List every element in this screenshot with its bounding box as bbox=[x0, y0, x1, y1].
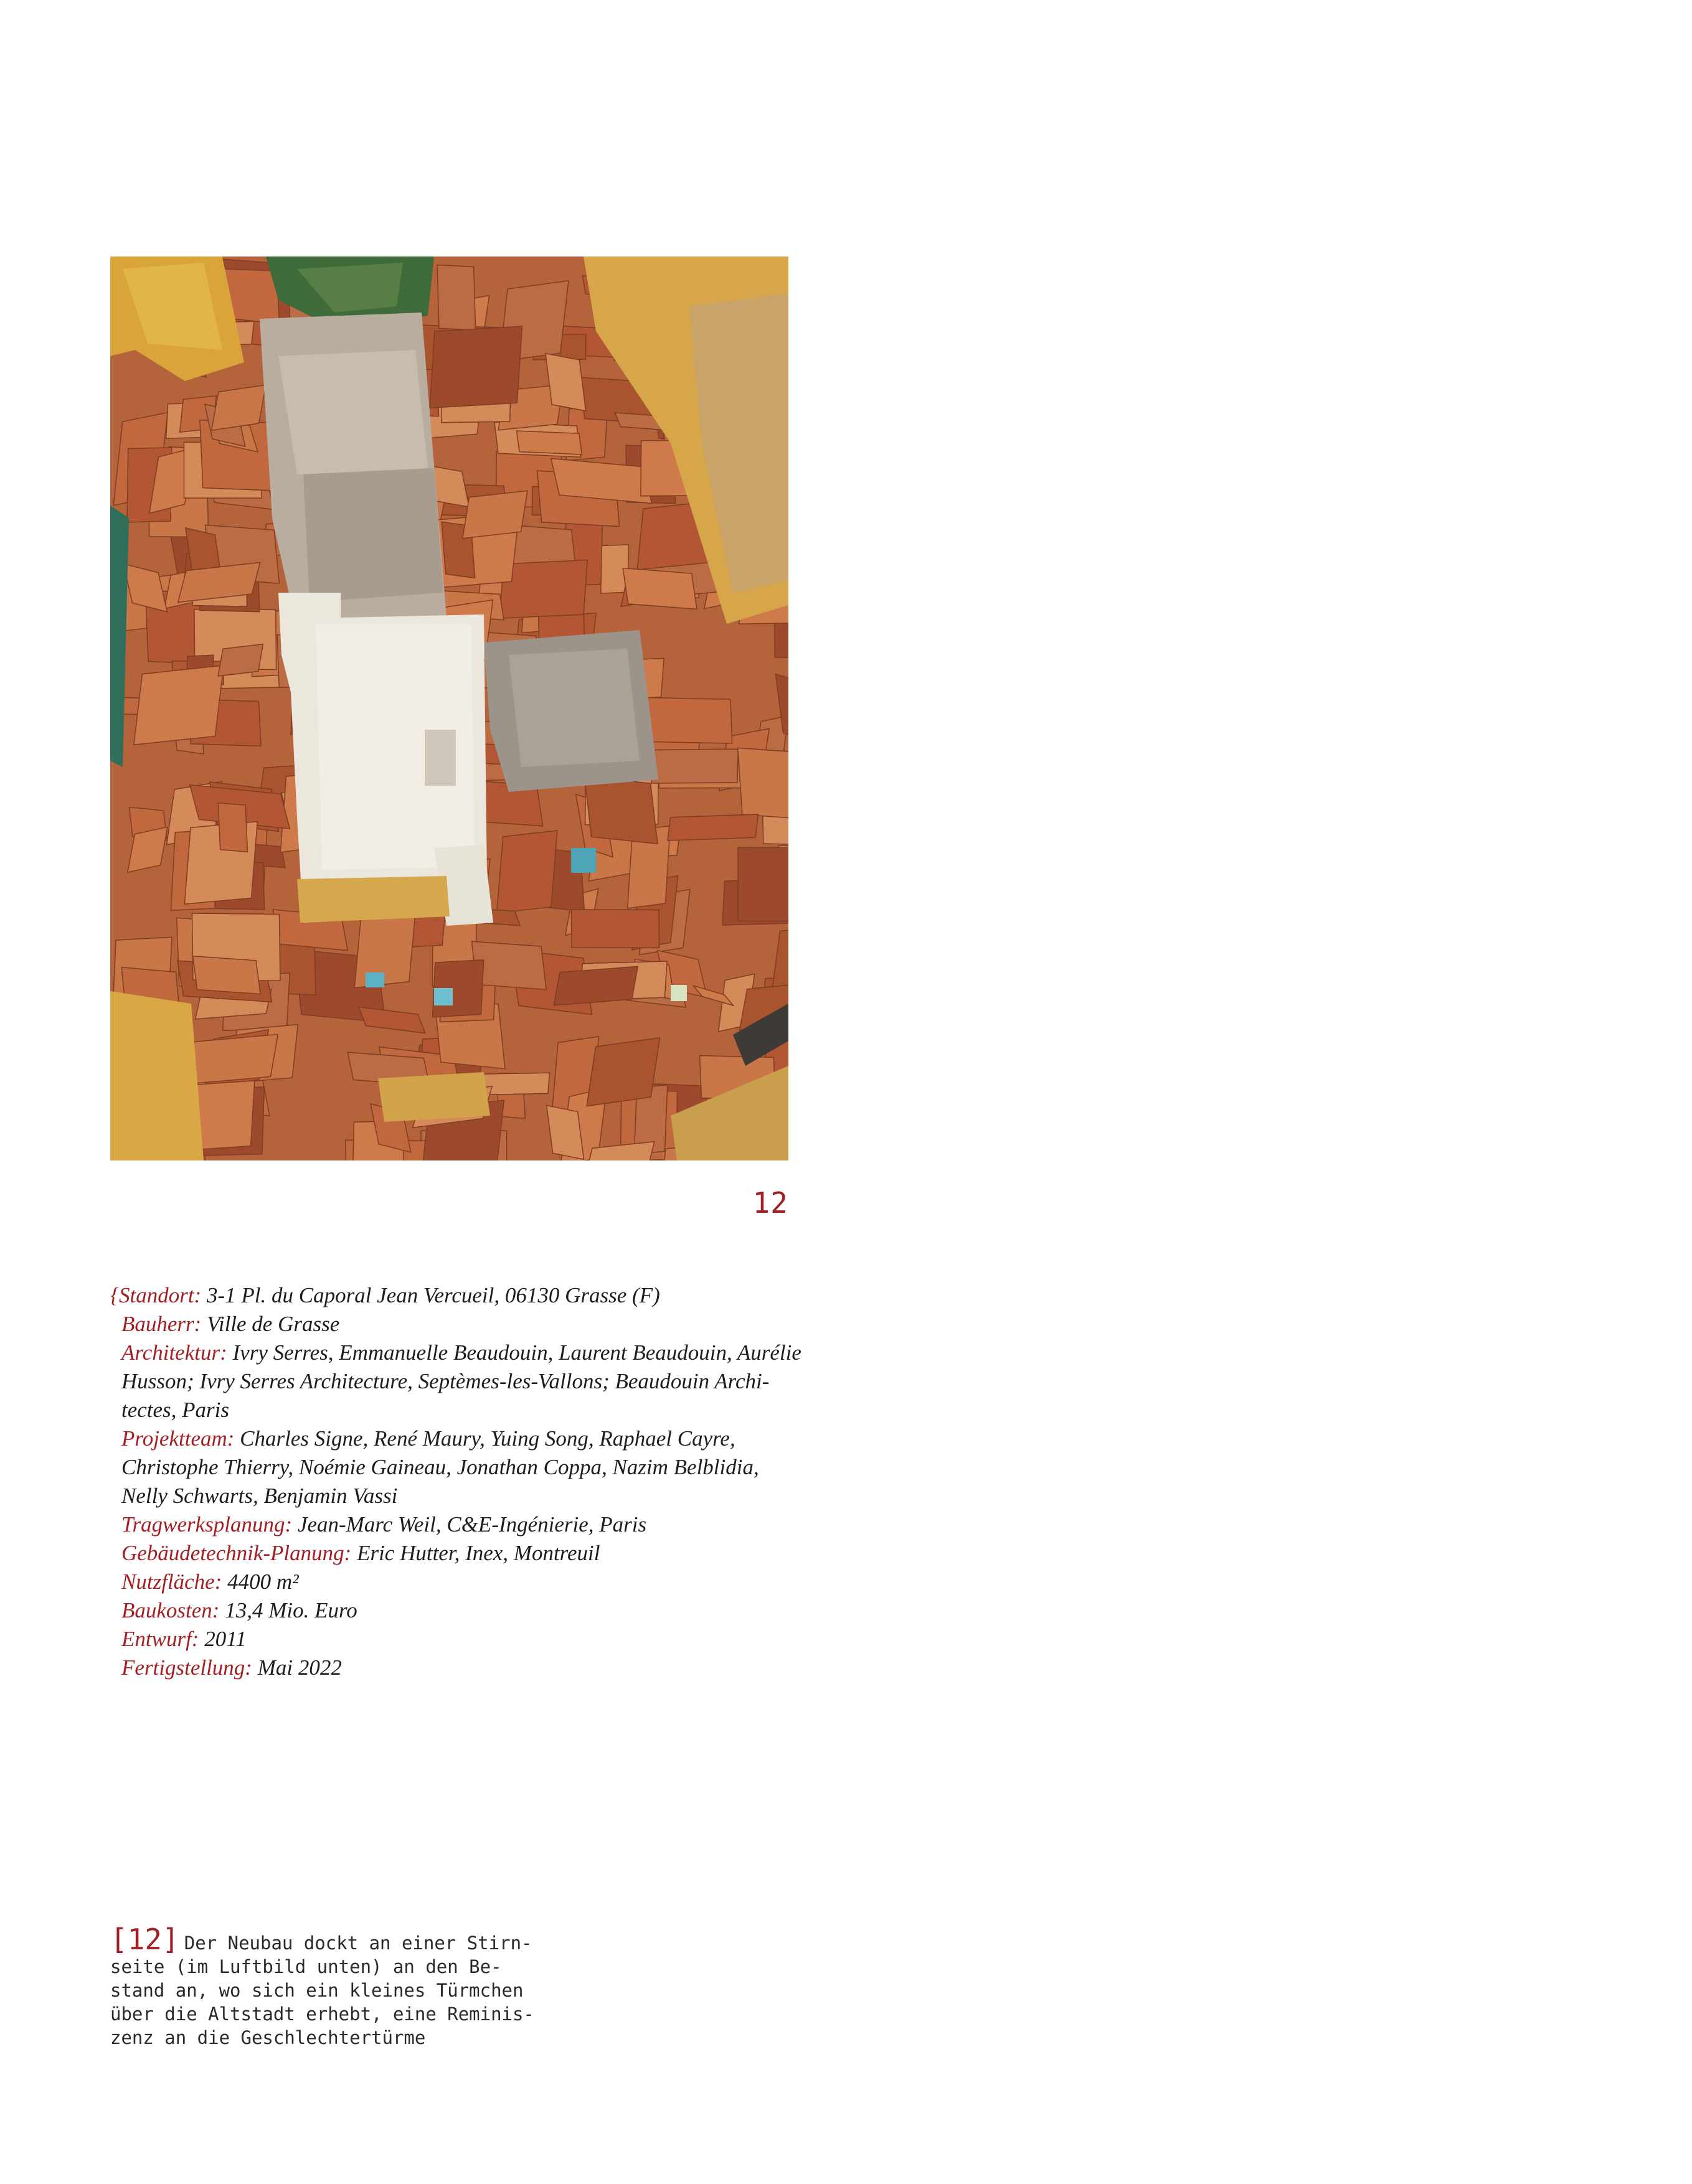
fact-item bbox=[110, 1339, 845, 1424]
roof-tile bbox=[738, 748, 788, 819]
roof-tile bbox=[651, 749, 738, 783]
fact-value: 13,4 Mio. Euro bbox=[225, 1598, 357, 1622]
roof-tile bbox=[437, 265, 475, 331]
roof-tile bbox=[497, 831, 557, 913]
roof-tile bbox=[218, 644, 263, 676]
aerial-photo-graphic bbox=[110, 257, 788, 1160]
fact-value: Jean-Marc Weil, C&E-Ingénierie, Paris bbox=[297, 1512, 647, 1537]
fact-label: Baukosten: bbox=[121, 1598, 220, 1622]
figure-number: 12 bbox=[752, 1186, 788, 1220]
fact-item bbox=[110, 1310, 845, 1339]
fact-value-continued: Nelly Schwarts, Benjamin Vassi bbox=[121, 1484, 398, 1508]
roof-tile bbox=[554, 966, 638, 1005]
fact-value: Charles Signe, René Maury, Yuing Song, Raphael Cayre, bbox=[240, 1426, 735, 1451]
roof-tile bbox=[547, 1106, 584, 1160]
caption-number: [12] bbox=[110, 1923, 179, 1956]
roof-tile bbox=[430, 326, 522, 408]
fact-item bbox=[110, 1654, 845, 1682]
fact-value: Ville de Grasse bbox=[207, 1312, 340, 1336]
caption-line-5: zenz an die Geschlechtertürme bbox=[110, 2027, 426, 2048]
fact-label: Gebäudetechnik-Planung: bbox=[121, 1541, 352, 1565]
fact-label: Entwurf: bbox=[121, 1627, 199, 1651]
fact-value-continued: Christophe Thierry, Noémie Gaineau, Jonathan Coppa, Nazim Belblidia, bbox=[121, 1455, 759, 1479]
caption-line-2: seite (im Luftbild unten) an den Be- bbox=[110, 1956, 502, 1977]
fact-value: Ivry Serres, Emmanuelle Beaudouin, Laurent Beaudouin, Aurélie bbox=[232, 1340, 801, 1365]
roof-tile bbox=[546, 354, 586, 411]
roof-tile bbox=[212, 385, 266, 430]
figure-caption bbox=[110, 1923, 584, 2050]
roof-tile bbox=[218, 803, 247, 852]
fact-value: Eric Hutter, Inex, Montreuil bbox=[357, 1541, 600, 1565]
caption-line-4: über die Altstadt erhebt, eine Reminis- bbox=[110, 2003, 534, 2025]
fact-item bbox=[110, 1510, 845, 1539]
roof-tile bbox=[587, 1038, 659, 1106]
roof-tile bbox=[134, 666, 224, 745]
fact-label: Tragwerksplanung: bbox=[121, 1512, 293, 1537]
project-facts bbox=[110, 1281, 845, 1682]
roof-tile bbox=[187, 1035, 278, 1085]
roof-tile bbox=[354, 913, 415, 988]
roof-tile bbox=[623, 568, 697, 610]
fact-value: Mai 2022 bbox=[257, 1655, 342, 1680]
fact-item bbox=[110, 1424, 845, 1510]
fact-value-continued: Husson; Ivry Serres Architecture, Septèmes-les-Vallons; Beaudouin Archi- bbox=[121, 1369, 770, 1393]
roof-tile bbox=[571, 910, 659, 948]
fact-item bbox=[110, 1281, 845, 1310]
fact-item bbox=[110, 1625, 845, 1654]
fact-label: Nutzfläche: bbox=[121, 1570, 222, 1594]
roof-tile bbox=[738, 847, 788, 921]
fact-label: Fertigstellung: bbox=[121, 1655, 252, 1680]
fact-value: 4400 m² bbox=[227, 1570, 299, 1594]
aerial-photo bbox=[110, 257, 788, 1160]
fact-label: Architektur: bbox=[121, 1340, 227, 1365]
roof-tile bbox=[668, 814, 759, 840]
fact-item bbox=[110, 1596, 845, 1625]
fact-label: Projektteam: bbox=[121, 1426, 235, 1451]
fact-item bbox=[110, 1539, 845, 1568]
roof-tile bbox=[193, 956, 260, 994]
fact-value-continued: tectes, Paris bbox=[121, 1398, 230, 1422]
roof-tile bbox=[517, 431, 582, 454]
roof-tile bbox=[584, 776, 657, 844]
fact-label: Bauherr: bbox=[121, 1312, 202, 1336]
roof-tile bbox=[646, 698, 732, 743]
fact-label: Standort: bbox=[119, 1283, 202, 1307]
roof-tile bbox=[463, 491, 527, 539]
opening-brace: { bbox=[110, 1283, 119, 1307]
fact-value: 2011 bbox=[204, 1627, 247, 1651]
fact-item bbox=[110, 1568, 845, 1596]
caption-line-1: [12] Der Neubau dockt an einer Stirn- bbox=[110, 1923, 532, 1956]
caption-line-3: stand an, wo sich ein kleines Türmchen bbox=[110, 1980, 524, 2001]
fact-value: 3-1 Pl. du Caporal Jean Vercueil, 06130 Grasse (F) bbox=[206, 1283, 660, 1307]
